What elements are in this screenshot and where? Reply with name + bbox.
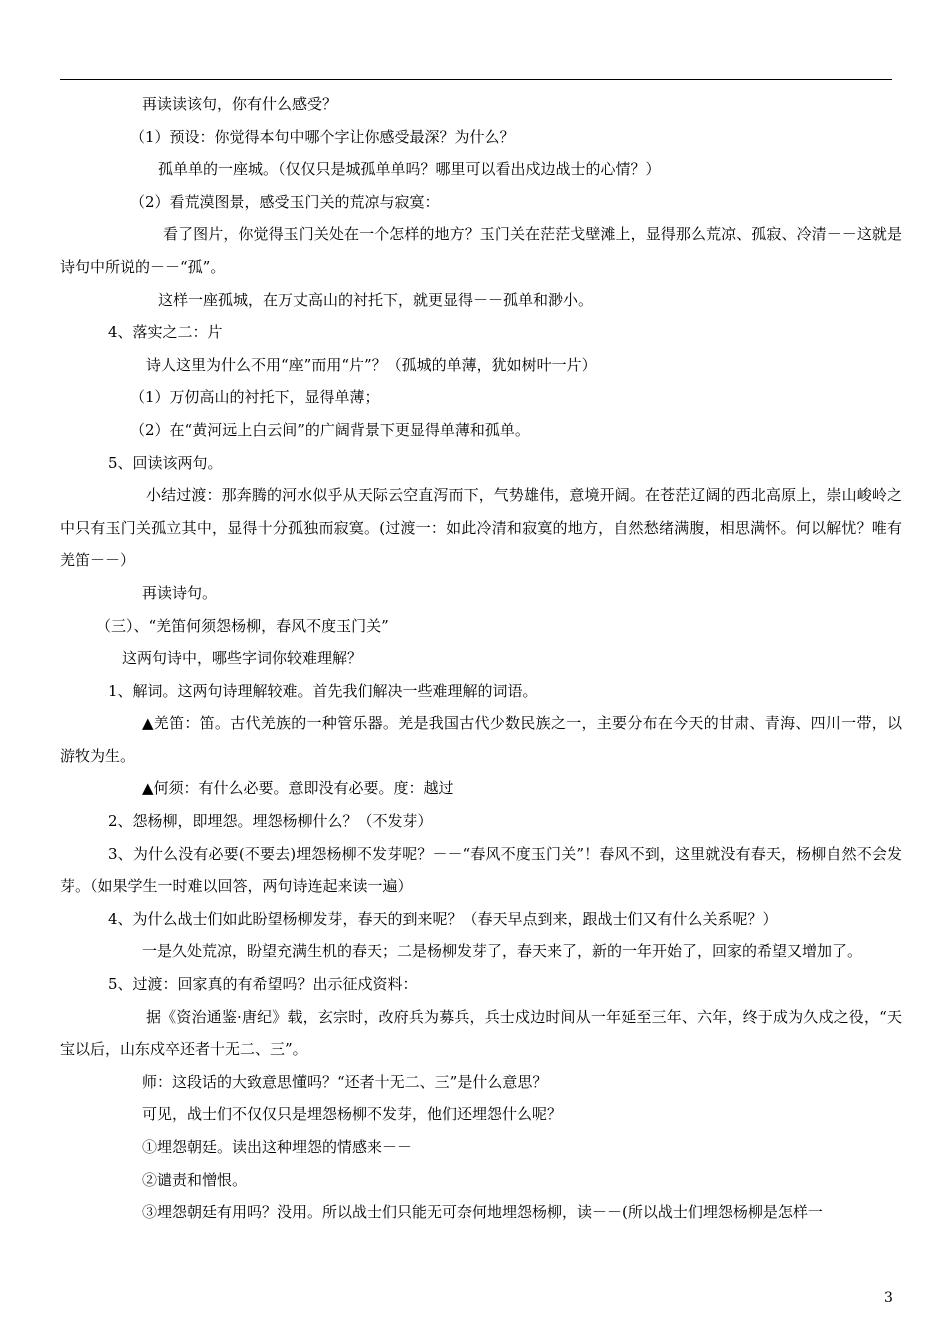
document-body — [60, 88, 902, 1229]
paragraph: 师：这段话的大致意思懂吗？“还者十无二、三”是什么意思？ — [142, 1072, 548, 1091]
paragraph: 看了图片，你觉得玉门关处在一个怎样的地方？玉门关在茫茫戈壁滩上，显得那么荒凉、孤寂、冷清－－这就是诗句中所说的－－“孤”。 — [60, 225, 902, 276]
paragraph: 据《资治通鉴·唐纪》载，玄宗时，改府兵为募兵，兵士戍边时间从一年延至三年、六年，终于成为久戍之役，“天宝以后，山东戍卒还者十无二、三”。 — [60, 1007, 902, 1059]
page-number: 3 — [884, 1290, 893, 1306]
paragraph: 一是久处荒凉，盼望充满生机的春天；二是杨柳发芽了，春天来了，新的一年开始了，回家的希望又增加了。 — [142, 942, 863, 961]
paragraph: ▲何须：有什么必要。意即没有必要。度：越过 — [142, 779, 454, 798]
paragraph: 诗人这里为什么不用“座”而用“片”？（孤城的单薄，犹如树叶一片） — [146, 355, 597, 374]
paragraph: 2、怨杨柳，即埋怨。埋怨杨柳什么？（不发芽） — [108, 812, 433, 831]
paragraph: 再读读该句，你有什么感受？ — [142, 95, 338, 113]
paragraph: （2）在“黄河远上白云间”的广阔背景下更显得单薄和孤单。 — [130, 420, 530, 439]
paragraph: ③埋怨朝廷有用吗？没用。所以战士们只能无可奈何地埋怨杨柳，读－－(所以战士们埋怨杨柳是怎样一 — [142, 1203, 823, 1222]
paragraph: 孤单单的一座城。（仅仅只是城孤单单吗？哪里可以看出戍边战士的心情？） — [158, 160, 661, 179]
paragraph: ▲羌笛：笛。古代羌族的一种管乐器。羌是我国古代少数民族之一，主要分布在今天的甘肃、青海、四川一带，以游牧为生。 — [60, 714, 902, 765]
paragraph: 可见，战士们不仅仅只是埋怨杨柳不发芽，他们还埋怨什么呢？ — [142, 1105, 563, 1124]
paragraph: 再读诗句。 — [142, 583, 218, 602]
section-heading: （三）、“羌笛何须怨杨柳，春风不度玉门关” — [96, 616, 389, 635]
paragraph: 这样一座孤城，在万丈高山的衬托下，就更显得－－孤单和渺小。 — [158, 290, 594, 309]
paragraph: 1、解词。这两句诗理解较难。首先我们解决一些难理解的词语。 — [108, 681, 538, 700]
header-rule — [60, 79, 892, 80]
paragraph: 这两句诗中，哪些字词你较难理解？ — [122, 649, 363, 668]
paragraph: 4、为什么战士们如此盼望杨柳发芽，春天的到来呢？（春天早点到来，跟战士们又有什么关系呢？） — [108, 909, 778, 928]
paragraph: （2）看荒漠图景，感受玉门关的荒凉与寂寞： — [130, 192, 440, 211]
paragraph: 5、回读该两句。 — [108, 453, 223, 472]
paragraph: 小结过渡：那奔腾的河水似乎从天际云空直泻而下，气势雄伟，意境开阔。在苍茫辽阔的西北高原上，崇山峻岭之中只有玉门关孤立其中，显得十分孤独而寂寞。(过渡一：如此冷清和寂寞的地方，自然愁绪满腹，相思满怀。何以解忧？唯有羌笛－－） — [60, 486, 902, 570]
paragraph: （1）万仞高山的衬托下，显得单薄； — [130, 388, 380, 407]
paragraph: 4、落实之二：片 — [108, 323, 223, 342]
paragraph: ②谴责和憎恨。 — [142, 1170, 248, 1189]
paragraph: （1）预设：你觉得本句中哪个字让你感受最深？为什么？ — [130, 127, 515, 146]
paragraph: ①埋怨朝廷。读出这种埋怨的情感来－－ — [142, 1138, 413, 1156]
paragraph: 3、为什么没有必要(不要去)埋怨杨柳不发芽呢？－－“春风不度玉门关”！春风不到，这里就没有春天，杨柳自然不会发芽。（如果学生一时难以回答，两句诗连起来读一遍） — [60, 844, 902, 896]
paragraph: 5、过渡：回家真的有希望吗？出示征戍资料： — [108, 975, 418, 994]
